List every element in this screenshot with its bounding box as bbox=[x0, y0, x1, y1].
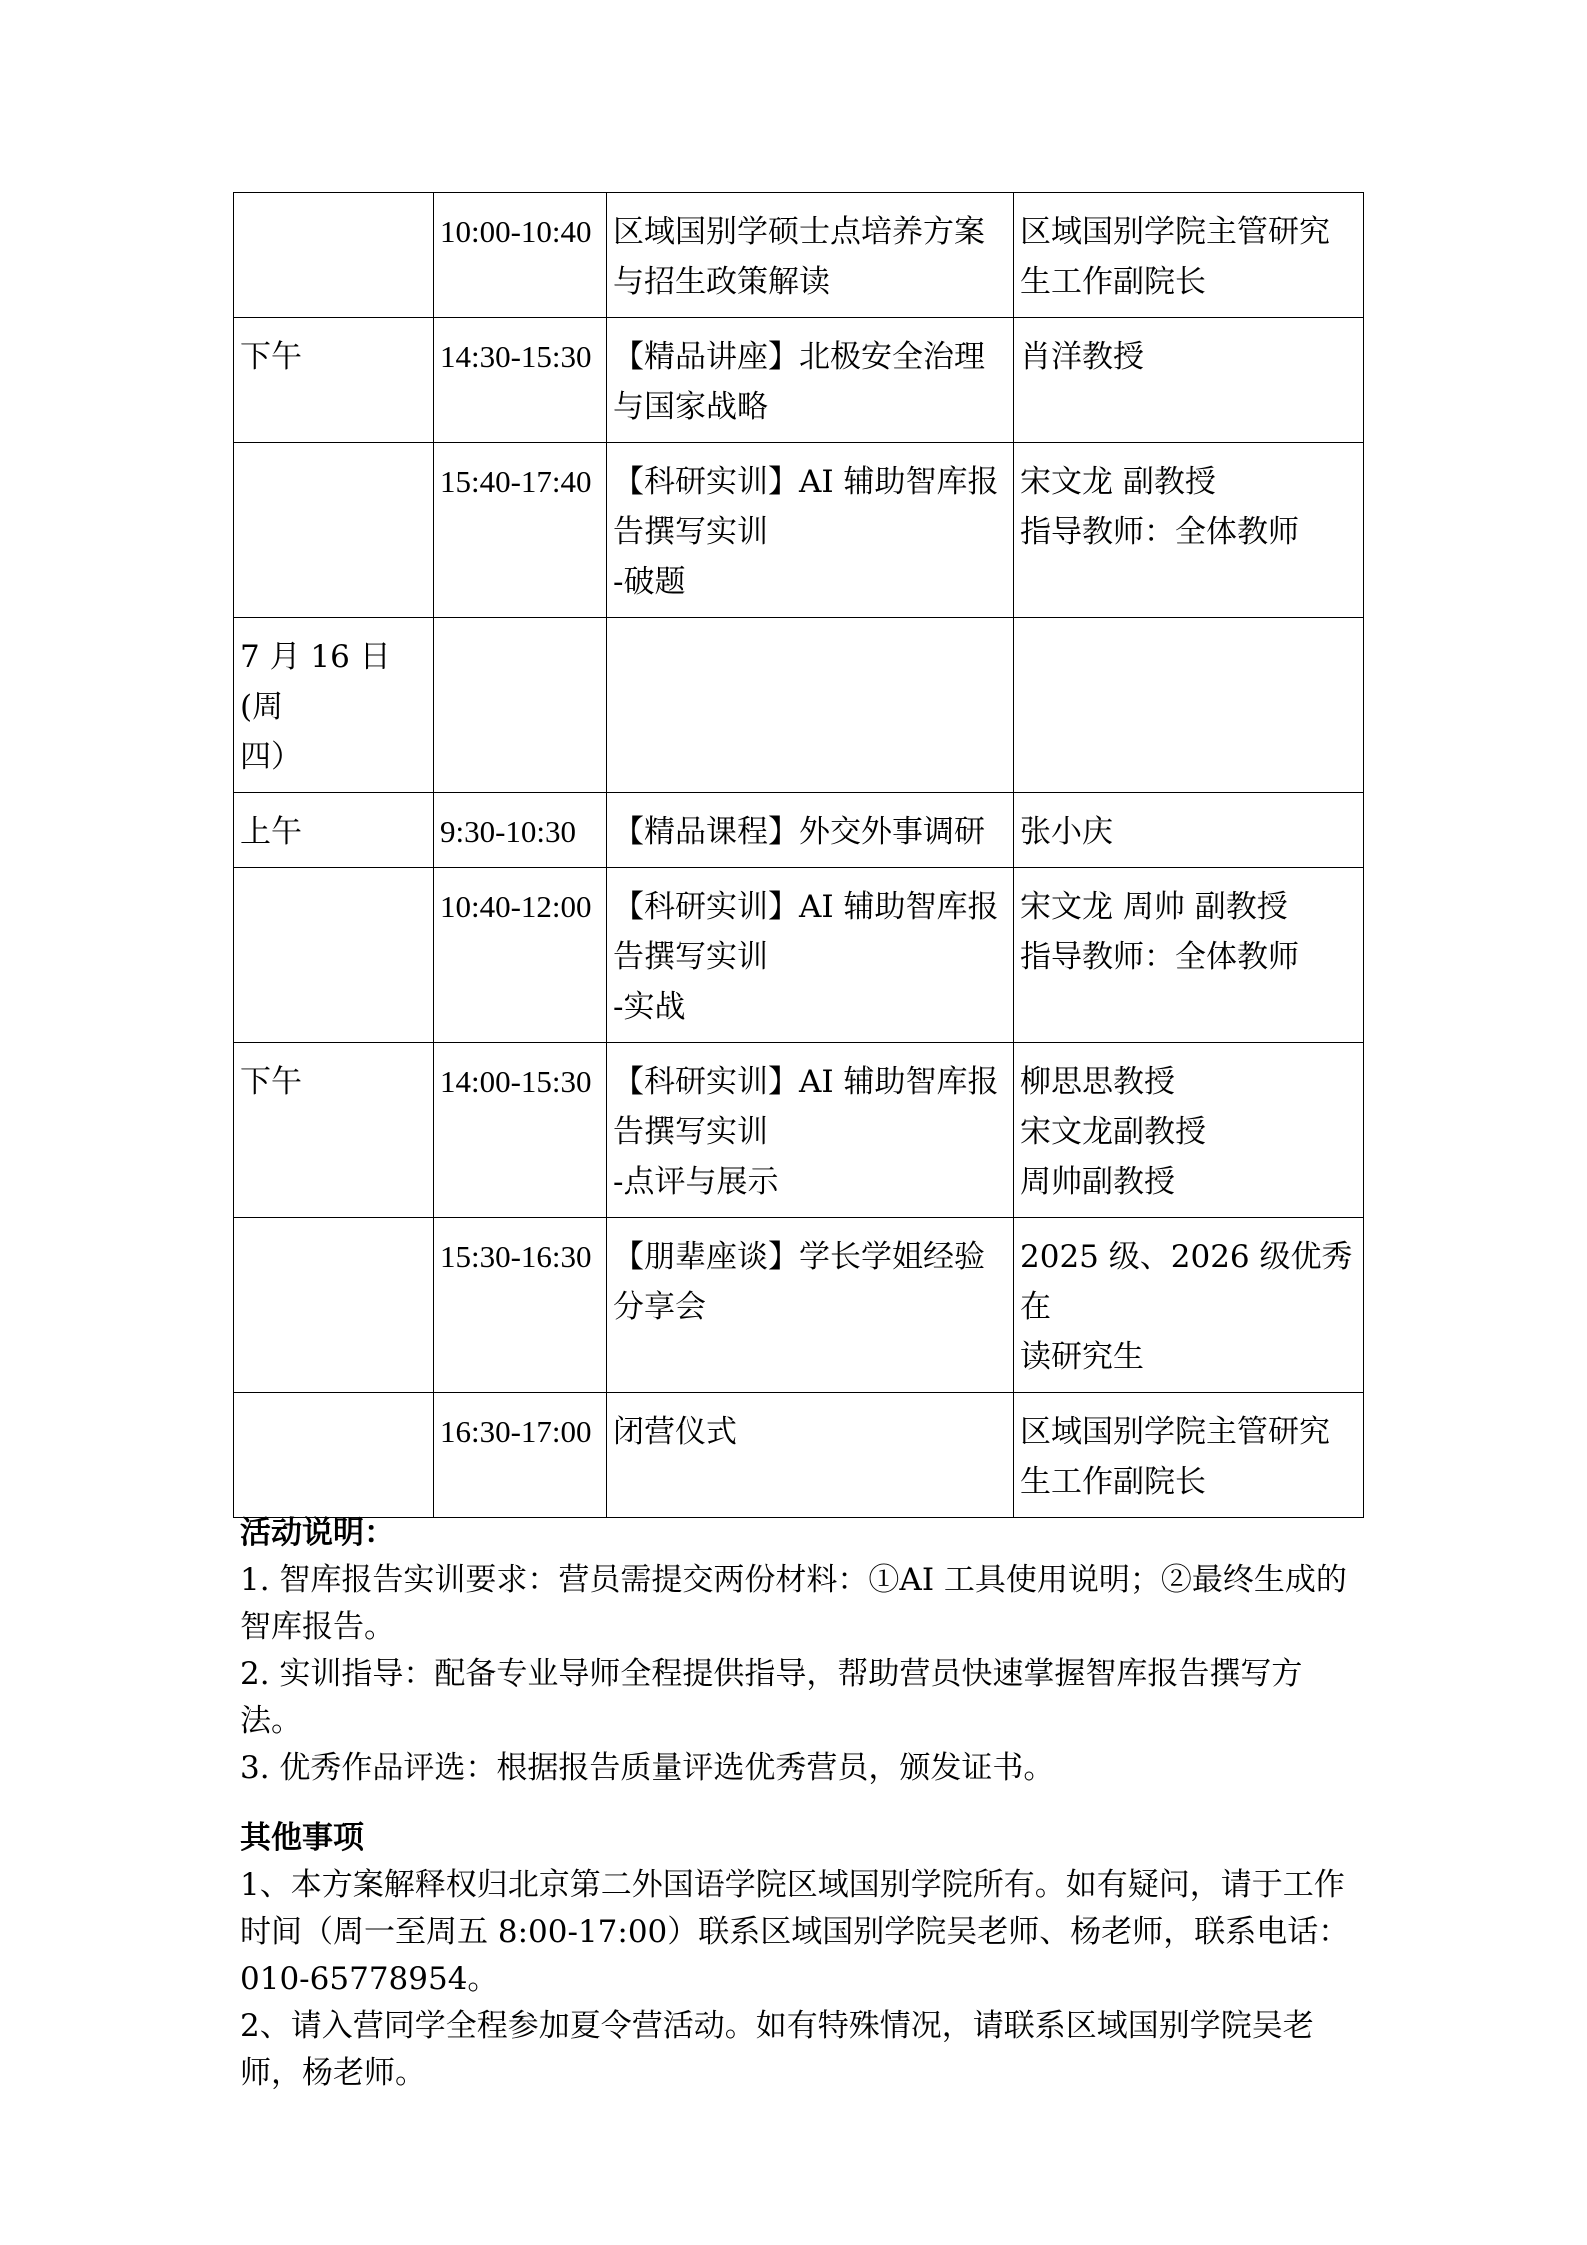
speaker-cell: 张小庆 bbox=[1014, 793, 1364, 868]
table-row bbox=[234, 868, 1364, 1043]
speaker-cell: 区域国别学院主管研究 生工作副院长 bbox=[1014, 1393, 1364, 1518]
time-cell: 14:00-15:30 bbox=[434, 1043, 607, 1218]
period-cell: 下午 bbox=[234, 1043, 434, 1218]
time-cell: 16:30-17:00 bbox=[434, 1393, 607, 1518]
time-cell: 14:30-15:30 bbox=[434, 318, 607, 443]
content-cell: 【科研实训】AI 辅助智库报 告撰写实训 -点评与展示 bbox=[607, 1043, 1014, 1218]
speaker-cell: 宋文龙 副教授 指导教师：全体教师 bbox=[1014, 443, 1364, 618]
content-cell: 【朋辈座谈】学长学姐经验 分享会 bbox=[607, 1218, 1014, 1393]
activity-heading: 活动说明： bbox=[240, 1515, 395, 1551]
period-cell: 7 月 16 日(周 四） bbox=[234, 618, 434, 793]
schedule-table bbox=[233, 192, 1364, 1518]
table-row bbox=[234, 193, 1364, 318]
content-cell: 【精品讲座】北极安全治理 与国家战略 bbox=[607, 318, 1014, 443]
period-cell: 上午 bbox=[234, 793, 434, 868]
speaker-cell: 区域国别学院主管研究 生工作副院长 bbox=[1014, 193, 1364, 318]
activity-item: 3. 优秀作品评选：根据报告质量评选优秀营员，颁发证书。 bbox=[240, 1750, 1055, 1786]
table-row bbox=[234, 1393, 1364, 1518]
content-cell: 闭营仪式 bbox=[607, 1393, 1014, 1518]
table-row bbox=[234, 1218, 1364, 1393]
activity-item: 2. 实训指导：配备专业导师全程提供指导，帮助营员快速掌握智库报告撰写方法。 bbox=[240, 1656, 1303, 1739]
period-cell: 下午 bbox=[234, 318, 434, 443]
other-item: 2、请入营同学全程参加夏令营活动。如有特殊情况，请联系区域国别学院吴老师，杨老师。 bbox=[240, 2008, 1314, 2091]
content-cell: 【科研实训】AI 辅助智库报 告撰写实训 -实战 bbox=[607, 868, 1014, 1043]
content-cell bbox=[607, 618, 1014, 793]
period-cell bbox=[234, 1393, 434, 1518]
content-cell: 区域国别学硕士点培养方案 与招生政策解读 bbox=[607, 193, 1014, 318]
other-item: 1、本方案解释权归北京第二外国语学院区域国别学院所有。如有疑问，请于工作时间（周一至周五 8:00-17:00）联系区域国别学院吴老师、杨老师，联系电话：010-65778954。 bbox=[240, 1867, 1350, 1997]
content-cell: 【科研实训】AI 辅助智库报 告撰写实训 -破题 bbox=[607, 443, 1014, 618]
table-row bbox=[234, 318, 1364, 443]
table-row bbox=[234, 793, 1364, 868]
speaker-cell: 宋文龙 周帅 副教授 指导教师：全体教师 bbox=[1014, 868, 1364, 1043]
other-heading: 其他事项 bbox=[240, 1820, 364, 1856]
time-cell: 10:40-12:00 bbox=[434, 868, 607, 1043]
table-row bbox=[234, 443, 1364, 618]
period-cell bbox=[234, 868, 434, 1043]
other-notes bbox=[240, 1815, 1360, 2097]
speaker-cell: 2025 级、2026 级优秀在 读研究生 bbox=[1014, 1218, 1364, 1393]
speaker-cell: 肖洋教授 bbox=[1014, 318, 1364, 443]
time-cell: 9:30-10:30 bbox=[434, 793, 607, 868]
table-row bbox=[234, 1043, 1364, 1218]
content-cell: 【精品课程】外交外事调研 bbox=[607, 793, 1014, 868]
time-cell: 15:40-17:40 bbox=[434, 443, 607, 618]
period-cell bbox=[234, 193, 434, 318]
time-cell: 10:00-10:40 bbox=[434, 193, 607, 318]
speaker-cell: 柳思思教授 宋文龙副教授 周帅副教授 bbox=[1014, 1043, 1364, 1218]
period-cell bbox=[234, 1218, 434, 1393]
time-cell: 15:30-16:30 bbox=[434, 1218, 607, 1393]
activity-notes bbox=[240, 1510, 1360, 1792]
period-cell bbox=[234, 443, 434, 618]
activity-item: 1. 智库报告实训要求：营员需提交两份材料：①AI 工具使用说明；②最终生成的智库报告。 bbox=[240, 1562, 1347, 1645]
speaker-cell bbox=[1014, 618, 1364, 793]
table-row bbox=[234, 618, 1364, 793]
time-cell bbox=[434, 618, 607, 793]
